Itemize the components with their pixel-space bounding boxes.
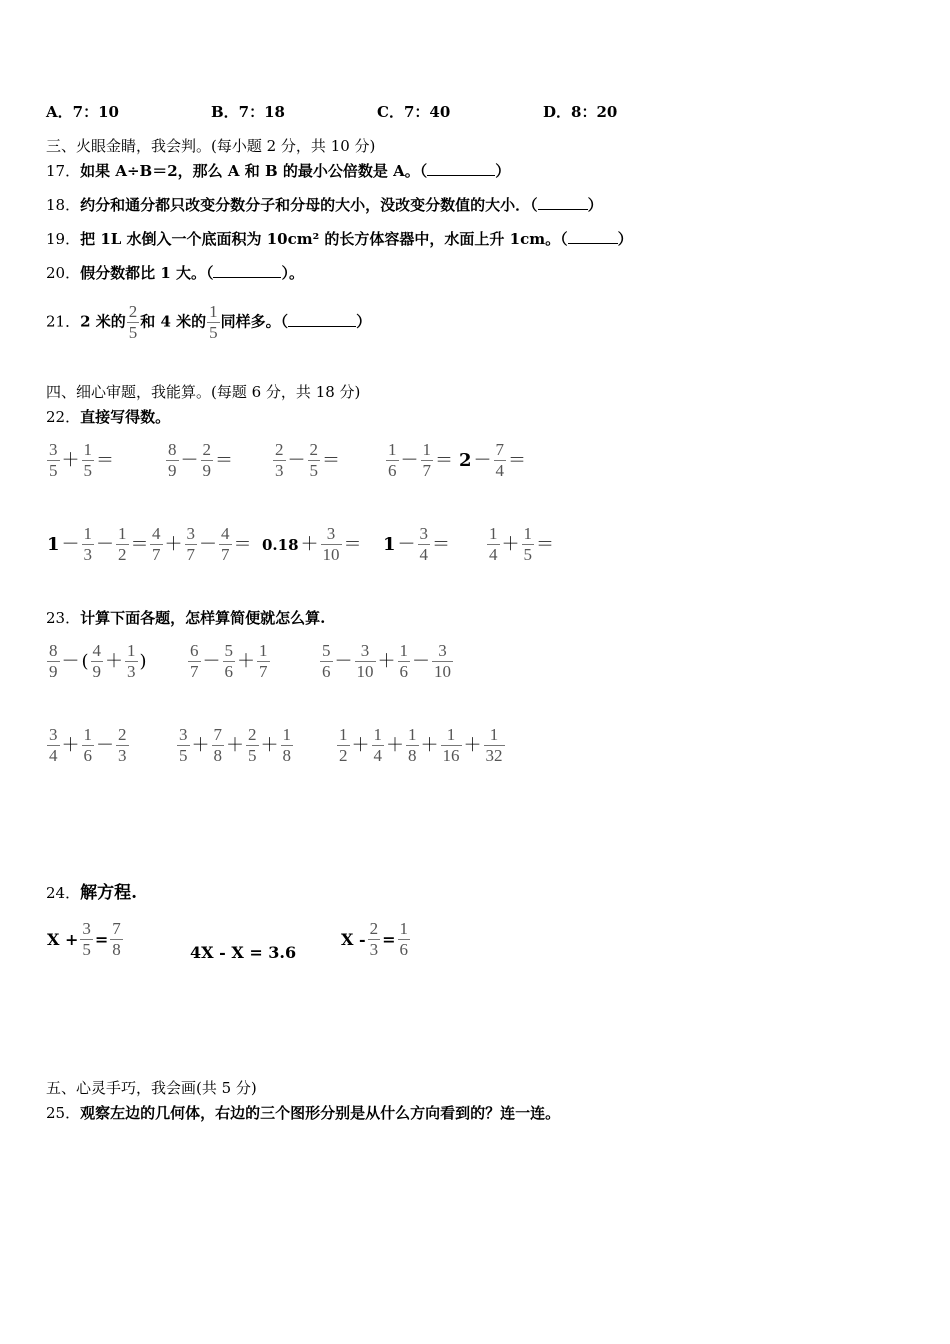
- plus-sign: ＋: [105, 650, 124, 672]
- fraction: [150, 524, 163, 565]
- fraction: [47, 440, 60, 481]
- calc-item: [272, 440, 341, 481]
- calc-item: [486, 524, 555, 565]
- option-b: B．7：18: [211, 103, 285, 121]
- whole-number: 1: [47, 533, 60, 555]
- numerator: 1: [209, 302, 218, 321]
- q25-text: 观察左边的几何体，右边的三个图形分别是从什么方向看到的？连一连。: [80, 1104, 561, 1122]
- calc-item: [165, 440, 234, 481]
- numerator: 1: [399, 641, 408, 660]
- option-c: C．7：40: [377, 103, 451, 121]
- denominator: 6: [388, 461, 397, 480]
- plus-sign: ＋: [351, 734, 370, 756]
- numerator: 8: [49, 641, 58, 660]
- denominator: 3: [83, 545, 93, 564]
- plus-sign: ＋: [237, 650, 255, 672]
- denominator: 8: [213, 746, 222, 765]
- equation-1: [46, 919, 124, 960]
- calc-item: [46, 524, 150, 565]
- fraction: [82, 440, 95, 481]
- numerator: 1: [83, 725, 92, 744]
- numerator: 2: [369, 919, 379, 938]
- numerator: 2: [118, 725, 127, 744]
- plus-sign: ＋: [420, 734, 439, 756]
- fraction: [372, 725, 385, 766]
- numerator: 1: [441, 725, 462, 746]
- numerator: 1: [523, 524, 532, 543]
- fraction: [185, 524, 198, 565]
- calc-item: [319, 641, 454, 682]
- question-25: [46, 1103, 560, 1123]
- denominator: 6: [322, 662, 331, 681]
- minus-sign: －: [202, 650, 221, 672]
- q19-close: ）: [617, 230, 633, 248]
- equals-sign: ＝: [96, 449, 114, 471]
- equals-sign: ＝: [130, 533, 149, 555]
- q23-text: 计算下面各题，怎样算简便就怎么算.: [80, 609, 326, 627]
- fraction: [308, 440, 321, 481]
- question-19: [46, 229, 633, 249]
- plus-sign: ＋: [501, 533, 520, 555]
- question-17: [46, 161, 510, 181]
- plus-sign: ＋: [191, 734, 210, 756]
- numerator: 2: [248, 725, 257, 744]
- calc-item: [149, 524, 253, 565]
- numerator: 1: [422, 440, 431, 459]
- fraction: [177, 725, 190, 766]
- fraction: [127, 302, 140, 343]
- numerator: 3: [82, 919, 91, 938]
- fraction: [80, 919, 93, 960]
- denominator: 4: [373, 746, 382, 765]
- fraction: [418, 524, 431, 565]
- fraction: [368, 919, 381, 960]
- denominator: 4: [419, 545, 429, 564]
- left-paren: (: [81, 650, 89, 672]
- q19-answer-blank[interactable]: [568, 231, 618, 244]
- fraction: [398, 919, 411, 960]
- denominator: 7: [152, 545, 161, 564]
- q21-number: 21．: [46, 312, 81, 331]
- plus-sign: ＋: [164, 533, 183, 555]
- denominator: 3: [275, 461, 284, 480]
- calc-item: [382, 524, 451, 565]
- denominator: 6: [399, 940, 409, 959]
- q17-close: ）: [495, 162, 511, 180]
- q20-close: ）。: [281, 264, 304, 282]
- fraction: [321, 524, 342, 565]
- denominator: 7: [186, 545, 195, 564]
- denominator: 2: [339, 746, 348, 765]
- fraction: [201, 440, 214, 481]
- q20-number: 20．: [46, 264, 81, 282]
- q20-answer-blank[interactable]: [213, 265, 281, 278]
- fraction: [320, 641, 333, 682]
- decimal-number: 0.18: [262, 535, 299, 554]
- fraction: [398, 641, 411, 682]
- fraction: [166, 440, 179, 481]
- fraction: [82, 524, 95, 565]
- minus-sign: －: [400, 449, 419, 471]
- numerator: 7: [495, 440, 505, 459]
- section3-title: 三、火眼金睛，我会判。(每小题 2 分，共 10 分): [46, 137, 376, 155]
- q19-number: 19．: [46, 230, 81, 248]
- denominator: 5: [209, 323, 218, 342]
- q19-text: 把 1L 水倒入一个底面积为 10cm² 的长方体容器中，水面上升 1cm。（: [80, 230, 568, 248]
- denominator: 6: [399, 662, 408, 681]
- denominator: 5: [523, 545, 532, 564]
- question-24: [46, 883, 137, 903]
- question-20: [46, 263, 304, 283]
- section4-title: 四、细心审题，我能算。(每题 6 分，共 18 分): [46, 383, 361, 401]
- numerator: 4: [152, 524, 161, 543]
- minus-sign: －: [61, 650, 80, 672]
- equals-sign: ＝: [435, 449, 453, 471]
- equals-sign: ＝: [322, 449, 340, 471]
- calc-item: [187, 641, 271, 682]
- plus-sign: ＋: [300, 533, 319, 555]
- numerator: 7: [213, 725, 222, 744]
- equation-2: 4X - X = 3.6: [190, 943, 297, 962]
- numerator: 1: [282, 725, 291, 744]
- minus-sign: －: [61, 533, 80, 555]
- denominator: 3: [127, 662, 136, 681]
- plus-sign: ＋: [260, 734, 279, 756]
- minus-sign: －: [180, 449, 199, 471]
- whole-number: 1: [383, 533, 396, 555]
- fraction: [337, 725, 350, 766]
- option-a: A．7：10: [46, 103, 119, 121]
- minus-sign: －: [96, 533, 115, 555]
- fraction: [207, 302, 220, 343]
- q17-answer-blank[interactable]: [427, 163, 495, 176]
- denominator: 4: [489, 545, 498, 564]
- fraction: [273, 440, 286, 481]
- denominator: 5: [128, 323, 138, 342]
- question-21: [46, 302, 371, 343]
- denominator: 5: [309, 461, 318, 480]
- denominator: 6: [83, 746, 92, 765]
- q22-number: 22．: [46, 408, 81, 426]
- plus-sign: ＋: [61, 449, 80, 471]
- minus-sign: －: [199, 533, 217, 555]
- plus-sign: ＋: [226, 734, 244, 756]
- whole-number: 2: [459, 449, 472, 471]
- denominator: 5: [248, 746, 257, 765]
- q21-text-c: 同样多。（: [220, 312, 289, 331]
- numerator: 5: [224, 641, 233, 660]
- plus-sign: ＋: [377, 650, 396, 672]
- equals-sign: ＝: [233, 533, 252, 555]
- denominator: 8: [112, 940, 121, 959]
- denominator: 5: [83, 461, 92, 480]
- calc-item: [385, 440, 454, 481]
- minus-sign: －: [412, 650, 430, 672]
- numerator: 3: [49, 440, 58, 459]
- numerator: 1: [118, 524, 127, 543]
- numerator: 3: [419, 524, 429, 543]
- q18-text: 约分和通分都只改变分数分子和分母的大小，没改变分数值的大小．（: [80, 196, 538, 214]
- fraction: [223, 641, 236, 682]
- equals-sign: ＝: [536, 533, 554, 555]
- minus-sign: －: [334, 650, 353, 672]
- calc-item: [46, 725, 130, 766]
- equals-sign: ＝: [343, 533, 362, 555]
- fraction: [47, 641, 60, 682]
- denominator: 4: [49, 746, 58, 765]
- denominator: 5: [49, 461, 58, 480]
- calc-item: [458, 440, 527, 481]
- denominator: 7: [190, 662, 199, 681]
- minus-sign: －: [397, 533, 416, 555]
- numerator: 3: [321, 524, 342, 545]
- option-d: D．8：20: [543, 103, 618, 121]
- numerator: 7: [112, 919, 121, 938]
- numerator: 4: [92, 641, 102, 660]
- numerator: 1: [489, 524, 498, 543]
- q21-text-a: 2 米的: [80, 312, 126, 331]
- fraction: [494, 440, 507, 481]
- denominator: 9: [202, 461, 211, 480]
- fraction: [116, 725, 129, 766]
- denominator: 3: [118, 746, 127, 765]
- numerator: 2: [202, 440, 211, 459]
- numerator: 1: [408, 725, 417, 744]
- fraction: [82, 725, 95, 766]
- q18-answer-blank[interactable]: [538, 197, 588, 210]
- denominator: 7: [259, 662, 268, 681]
- fraction: [257, 641, 270, 682]
- fraction: [487, 524, 500, 565]
- numerator: 1: [259, 641, 268, 660]
- q21-answer-blank[interactable]: [288, 314, 356, 327]
- equals-sign: =: [382, 929, 396, 949]
- denominator: 9: [49, 662, 58, 681]
- q23-number: 23．: [46, 609, 81, 627]
- denominator: 8: [282, 746, 291, 765]
- denominator: 4: [495, 461, 505, 480]
- denominator: 16: [442, 746, 460, 765]
- denominator: 7: [221, 545, 230, 564]
- numerator: 1: [484, 725, 505, 746]
- question-18: [46, 195, 603, 215]
- fraction: [386, 440, 399, 481]
- fraction: [246, 725, 259, 766]
- fraction: [406, 725, 419, 766]
- question-22: [46, 407, 170, 427]
- numerator: 1: [399, 919, 409, 938]
- fraction: [47, 725, 60, 766]
- numerator: 6: [190, 641, 199, 660]
- q25-number: 25．: [46, 1104, 81, 1122]
- q17-number: 17．: [46, 162, 81, 180]
- equation-3: [340, 919, 411, 960]
- numerator: 3: [179, 725, 188, 744]
- fraction: [522, 524, 535, 565]
- right-paren: ): [139, 650, 147, 672]
- fraction: [421, 440, 434, 481]
- denominator: 7: [422, 461, 431, 480]
- q18-close: ）: [587, 196, 603, 214]
- denominator: 8: [408, 746, 417, 765]
- numerator: 1: [83, 524, 93, 543]
- minus-sign: －: [473, 449, 492, 471]
- numerator: 2: [275, 440, 284, 459]
- numerator: 2: [128, 302, 138, 321]
- denominator: 32: [485, 746, 503, 765]
- denominator: 2: [118, 545, 127, 564]
- denominator: 9: [168, 461, 177, 480]
- equals-sign: =: [94, 929, 109, 949]
- numerator: 3: [355, 641, 376, 662]
- minus-sign: －: [287, 449, 306, 471]
- numerator: 8: [168, 440, 177, 459]
- q18-number: 18．: [46, 196, 81, 214]
- numerator: 3: [186, 524, 195, 543]
- numerator: 1: [373, 725, 382, 744]
- numerator: 1: [388, 440, 397, 459]
- numerator: 5: [322, 641, 331, 660]
- fraction: [441, 725, 462, 766]
- calc-item: [46, 641, 148, 682]
- equals-sign: ＝: [432, 533, 451, 555]
- q21-close: ）: [356, 312, 372, 331]
- calc-item: [176, 725, 294, 766]
- numerator: 1: [127, 641, 136, 660]
- q22-text: 直接写得数。: [80, 408, 171, 426]
- equals-sign: ＝: [215, 449, 233, 471]
- denominator: 9: [92, 662, 102, 681]
- fraction: [484, 725, 505, 766]
- q20-text: 假分数都比 1 大。（: [80, 264, 214, 282]
- denominator: 10: [434, 662, 451, 681]
- numerator: 4: [221, 524, 230, 543]
- equals-sign: ＝: [508, 449, 527, 471]
- fraction: [110, 919, 123, 960]
- fraction: [219, 524, 232, 565]
- numerator: 1: [339, 725, 348, 744]
- q24-text: 解方程.: [80, 883, 138, 903]
- denominator: 5: [179, 746, 188, 765]
- numerator: 3: [49, 725, 58, 744]
- denominator: 3: [369, 940, 379, 959]
- minus-sign: －: [96, 734, 114, 756]
- calc-item: [46, 440, 115, 481]
- denominator: 5: [82, 940, 91, 959]
- numerator: 1: [83, 440, 92, 459]
- fraction: [281, 725, 294, 766]
- fraction: [91, 641, 104, 682]
- denominator: 10: [356, 662, 374, 681]
- numerator: 3: [432, 641, 453, 662]
- section5-title: 五、心灵手巧，我会画(共 5 分): [46, 1079, 257, 1097]
- fraction: [355, 641, 376, 682]
- denominator: 6: [224, 662, 233, 681]
- fraction: [432, 641, 453, 682]
- plus-sign: ＋: [463, 734, 482, 756]
- q21-text-b: 和 4 米的: [140, 312, 207, 331]
- q17-text: 如果 A÷B＝2，那么 A 和 B 的最小公倍数是 A。（: [80, 162, 428, 180]
- numerator: 2: [309, 440, 318, 459]
- fraction: [116, 524, 129, 565]
- plus-sign: ＋: [61, 734, 80, 756]
- q24-number: 24．: [46, 884, 81, 902]
- fraction: [188, 641, 201, 682]
- fraction: [212, 725, 225, 766]
- equation-lhs: X +: [47, 929, 79, 949]
- calc-item: [336, 725, 506, 766]
- equation-lhs: X -: [341, 929, 366, 949]
- plus-sign: ＋: [386, 734, 404, 756]
- denominator: 10: [322, 545, 340, 564]
- question-23: [46, 608, 325, 628]
- calc-item: [261, 524, 363, 565]
- fraction: [125, 641, 138, 682]
